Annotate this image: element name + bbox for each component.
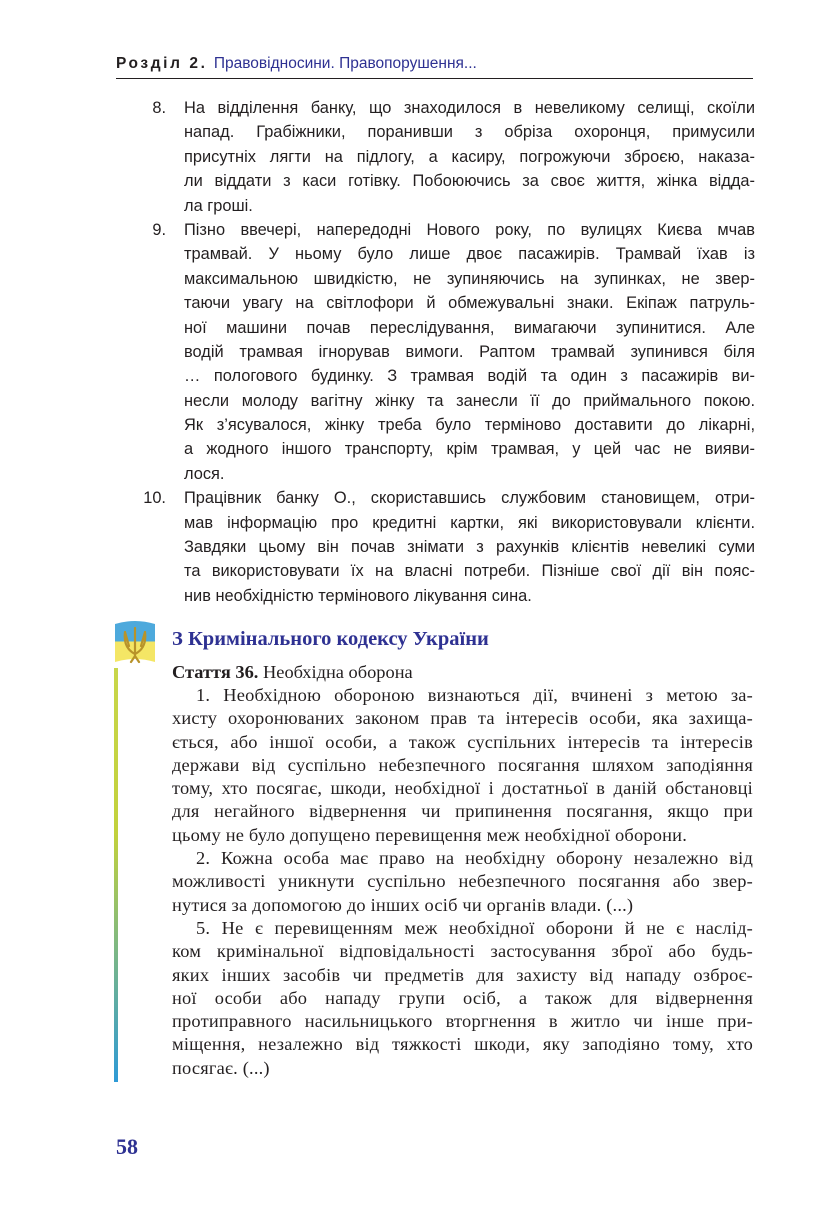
text-line: 1. Необхідною обороною визнаються дії, вчинені з метою за- bbox=[196, 685, 753, 705]
item-text bbox=[184, 96, 755, 218]
trident-emblem-icon bbox=[113, 618, 157, 670]
text-line: лося. bbox=[184, 464, 225, 483]
text-line: несли молоду вагітну жінку та занесли її до приймального покою. bbox=[184, 391, 755, 410]
text-line: можливості уникнути суспільно небезпечного посягання або звер- bbox=[172, 871, 753, 892]
text-line: та використовувати їх на власні потреби. Пізніше свої дії він пояс- bbox=[184, 562, 755, 581]
text-line: міщення, незалежно від тяжкості шкоди, яку заподіяно тому, хто bbox=[172, 1034, 753, 1055]
text-line: ла гроші. bbox=[184, 196, 253, 215]
article-paragraph bbox=[172, 684, 753, 847]
text-line: 5. Не є перевищенням меж необхідної оборони й не є наслід- bbox=[196, 917, 753, 938]
text-line: присутніх лягти на підлогу, а касиру, погрожуючи зброєю, наказа- bbox=[184, 147, 755, 166]
text-line: яких інших засобів чи предметів для захисту від нападу озброє- bbox=[172, 964, 753, 985]
text-line: мав інформацію про кредитні картки, які використовували клієнти. bbox=[184, 513, 755, 532]
list-item bbox=[130, 486, 755, 608]
list-item bbox=[130, 96, 755, 218]
article-label: Стаття 36. bbox=[172, 662, 259, 682]
excerpt-title: З Кримінального кодексу України bbox=[172, 628, 489, 650]
quote-rule bbox=[114, 668, 118, 1082]
text-line: протиправного насильницького вторгнення в житло чи інше при- bbox=[172, 1011, 753, 1032]
list-item bbox=[130, 218, 755, 486]
article-heading bbox=[172, 660, 753, 684]
text-line: ної особи або нападу групи осіб, а також для відвернення bbox=[172, 987, 753, 1008]
article-name: Необхідна оборона bbox=[263, 662, 413, 682]
text-line: нутися за допомогою до інших осіб чи органів влади. (...) bbox=[172, 894, 634, 915]
text-line: трамвай. У ньому було лише двоє пасажирів. Трамвай їхав із bbox=[184, 245, 755, 264]
item-number: 8. bbox=[152, 99, 166, 117]
text-line: максимальною швидкістю, не зупиняючись на зупинках, не звер- bbox=[184, 269, 755, 288]
article-paragraph bbox=[172, 917, 753, 1080]
item-number: 10. bbox=[143, 489, 166, 508]
text-line: водій трамвая ігнорував вимоги. Раптом трамвай зупинився біля bbox=[184, 342, 755, 361]
text-line: Завдяки цьому він почав знімати з рахунків клієнтів невеликі суми bbox=[184, 538, 755, 557]
text-line: таючи увагу на світлофори й обмежувальні знаки. Екіпаж патруль- bbox=[184, 294, 755, 313]
text-line: ється, або іншої особи, а також суспільних інтересів та інтересів bbox=[172, 731, 753, 752]
text-line: … пологового будинку. З трамвая водій та один з пасажирів ви- bbox=[184, 367, 755, 386]
text-line: ли віддати з каси готівку. Побоюючись за своє життя, жінка відда- bbox=[184, 172, 755, 191]
text-line: напад. Грабіжники, поранивши з обріза охоронця, примусили bbox=[184, 123, 755, 142]
text-line: ної машини почав переслідування, вимагаючи зупинитися. Але bbox=[184, 318, 755, 337]
text-line: На відділення банку, що знаходилося в невеликому селищі, скоїли bbox=[184, 99, 755, 117]
text-line: хисту охоронюваних законом прав та інтересів особи, яка захища- bbox=[172, 708, 753, 729]
item-text bbox=[184, 486, 755, 608]
task-list bbox=[130, 96, 755, 608]
text-line: 2. Кожна особа має право на необхідну оборону незалежно від bbox=[196, 848, 753, 869]
text-line: посягає. (...) bbox=[172, 1057, 270, 1078]
section-title: Правовідносини. Правопорушення... bbox=[213, 55, 477, 72]
item-text bbox=[184, 218, 755, 486]
text-line: цьому не було допущено перевищення меж необхідної оборони. bbox=[172, 824, 688, 845]
running-header bbox=[116, 54, 753, 79]
text-line: ком кримінальної відповідальності застосування зброї або будь- bbox=[172, 941, 753, 962]
page-number: 58 bbox=[116, 1134, 138, 1159]
text-line: нив необхідністю термінового лікування сина. bbox=[184, 586, 532, 605]
text-line: а жодного іншого транспорту, крім трамвая, у цей час не вияви- bbox=[184, 440, 755, 459]
section-label: Розділ 2. bbox=[116, 55, 208, 72]
text-line: Пізно ввечері, напередодні Нового року, по вулицях Києва мчав bbox=[184, 220, 755, 239]
text-line: тому, хто посягає, шкоди, необхідної і достатньої в даній обстановці bbox=[172, 778, 753, 799]
text-line: для негайного відвернення чи припинення посягання, якщо при bbox=[172, 801, 753, 822]
item-number: 9. bbox=[152, 220, 166, 239]
text-line: держави від суспільно небезпечного посягання шляхом заподіяння bbox=[172, 754, 753, 775]
code-excerpt bbox=[172, 624, 753, 1080]
text-line: Як з’ясувалося, жінку треба було терміново доставити до лікарні, bbox=[184, 416, 755, 435]
article-paragraph bbox=[172, 847, 753, 917]
text-line: Працівник банку О., скориставшись службовим становищем, отри- bbox=[184, 489, 755, 508]
